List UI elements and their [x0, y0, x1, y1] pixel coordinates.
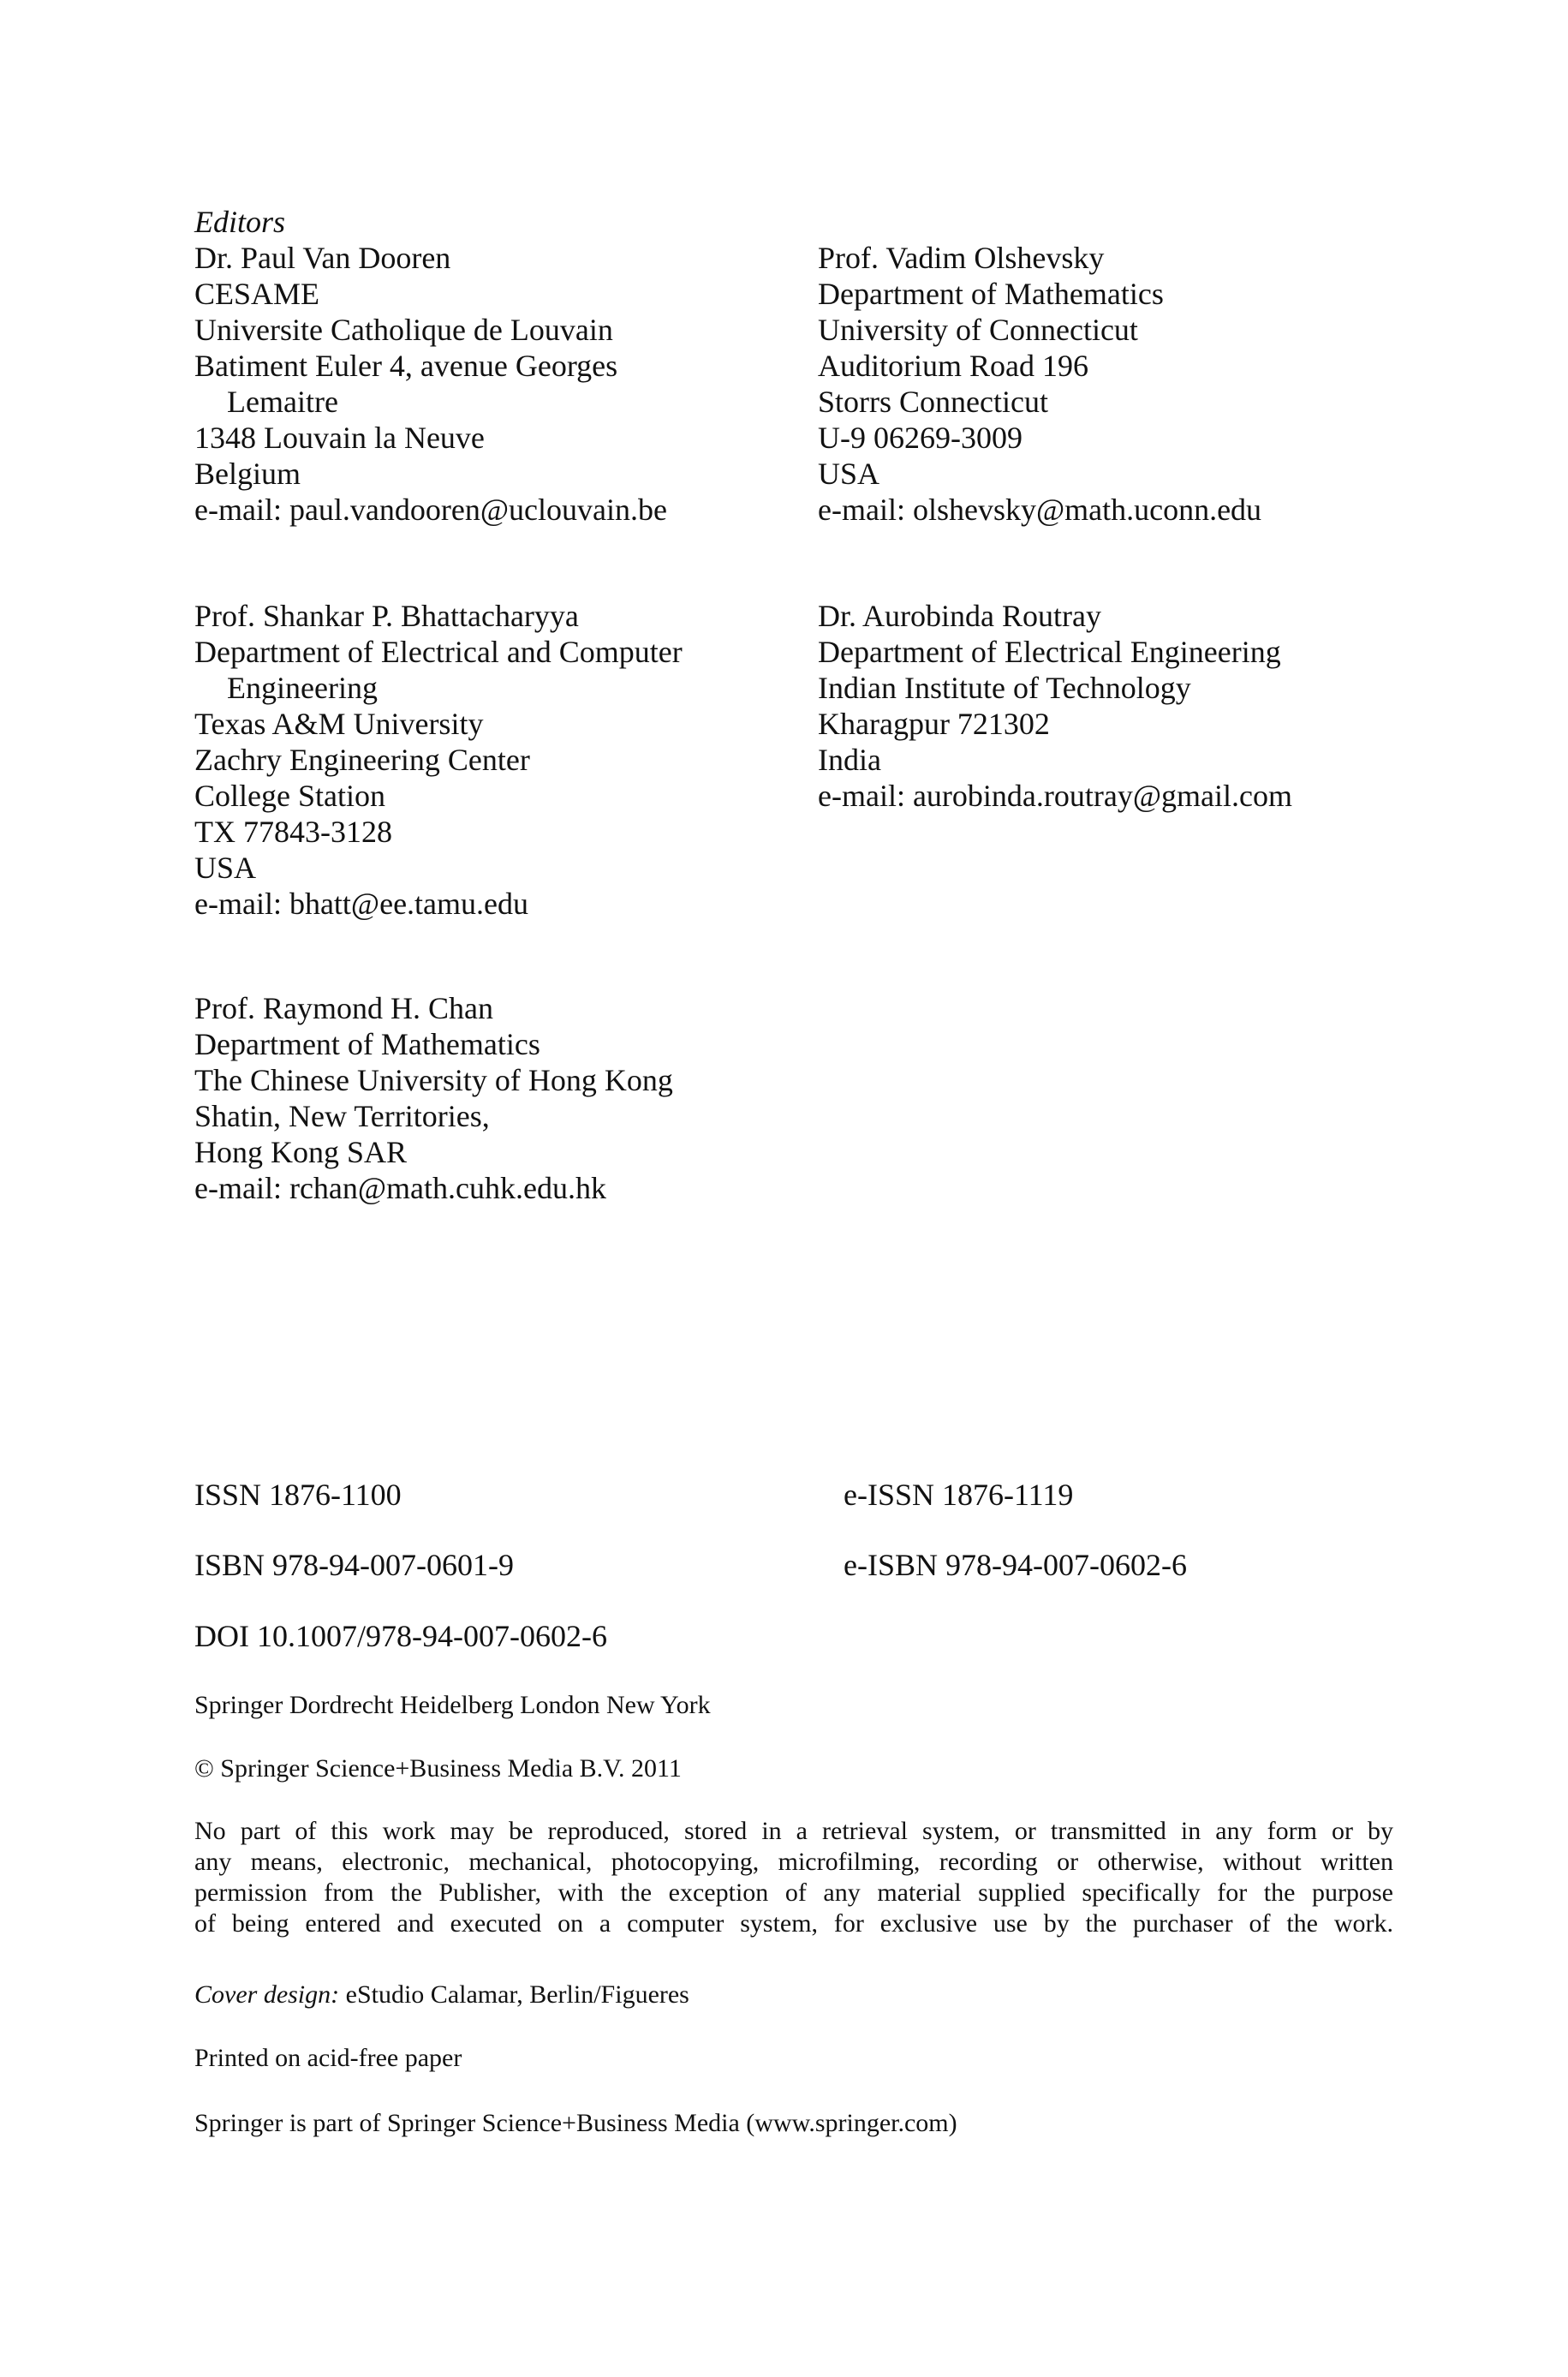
cover-design-credit	[194, 1980, 689, 2010]
address-line: Dr. Aurobinda Routray	[818, 599, 1101, 633]
address-line: e-mail: aurobinda.routray@gmail.com	[818, 779, 1292, 813]
address-line: Universite Catholique de Louvain	[194, 313, 613, 347]
rights-line: No part of this work may be reproduced, stored in a retrieval system, or transmitted in any form or by	[194, 1817, 1393, 1845]
address-line: The Chinese University of Hong Kong	[194, 1063, 673, 1097]
address-line: Kharagpur 721302	[818, 707, 1050, 741]
rights-line: of being entered and executed on a computer system, for exclusive use by the purchaser of the work.	[194, 1909, 1393, 1938]
address-line: e-mail: olshevsky@math.uconn.edu	[818, 493, 1262, 527]
rights-statement	[194, 1816, 1393, 1939]
cover-design-label: Cover design:	[194, 1980, 340, 2009]
address-line: India	[818, 743, 881, 777]
address-line: Prof. Raymond H. Chan	[194, 991, 493, 1025]
address-line: Department of Mathematics	[818, 277, 1164, 311]
cover-design-value: eStudio Calamar, Berlin/Figueres	[339, 1980, 689, 2009]
e-isbn: e-ISBN 978-94-007-0602-6	[844, 1548, 1187, 1582]
address-line: 1348 Louvain la Neuve	[194, 421, 485, 455]
address-line: University of Connecticut	[818, 313, 1138, 347]
address-line: Zachry Engineering Center	[194, 743, 530, 777]
address-line: TX 77843-3128	[194, 815, 392, 849]
address-line: Prof. Shankar P. Bhattacharyya	[194, 599, 579, 633]
address-line: Auditorium Road 196	[818, 349, 1088, 383]
e-issn: e-ISSN 1876-1119	[844, 1478, 1074, 1512]
editors-heading: Editors	[194, 205, 286, 239]
address-line: Storrs Connecticut	[818, 385, 1048, 419]
address-line: Prof. Vadim Olshevsky	[818, 241, 1105, 275]
address-line: USA	[194, 851, 257, 885]
publisher-cities: Springer Dordrecht Heidelberg London New York	[194, 1691, 711, 1719]
address-line: Hong Kong SAR	[194, 1135, 408, 1169]
issn: ISSN 1876-1100	[194, 1478, 402, 1512]
address-line: e-mail: rchan@math.cuhk.edu.hk	[194, 1171, 606, 1205]
isbn: ISBN 978-94-007-0601-9	[194, 1548, 514, 1582]
copyright-notice: © Springer Science+Business Media B.V. 2011	[194, 1754, 682, 1783]
address-line: Department of Electrical Engineering	[818, 635, 1281, 669]
editor-address-block	[194, 598, 760, 922]
address-line: e-mail: bhatt@ee.tamu.edu	[194, 887, 529, 921]
address-line: Dr. Paul Van Dooren	[194, 241, 451, 275]
editor-address-block	[818, 240, 1383, 528]
address-line: e-mail: paul.vandooren@uclouvain.be	[194, 493, 667, 527]
address-line: Department of Mathematics	[194, 1027, 540, 1061]
rights-line: permission from the Publisher, with the exception of any material supplied specifically for the purpose	[194, 1878, 1393, 1907]
address-line: Department of Electrical and Computer	[194, 635, 683, 669]
address-line: CESAME	[194, 277, 320, 311]
address-line: College Station	[194, 779, 385, 813]
address-line: Shatin, New Territories,	[194, 1099, 490, 1133]
editor-address-block	[194, 240, 760, 528]
address-line: Batiment Euler 4, avenue Georges	[194, 349, 618, 383]
springer-affiliation: Springer is part of Springer Science+Business Media (www.springer.com)	[194, 2109, 957, 2137]
address-line: USA	[818, 457, 880, 491]
doi: DOI 10.1007/978-94-007-0602-6	[194, 1619, 607, 1653]
address-line: Engineering	[227, 671, 378, 705]
address-line: Belgium	[194, 457, 301, 491]
rights-line: any means, electronic, mechanical, photocopying, microfilming, recording or otherwise, without written	[194, 1848, 1393, 1876]
paper-note: Printed on acid-free paper	[194, 2044, 462, 2072]
editor-address-block	[818, 598, 1383, 814]
address-line: Lemaitre	[227, 385, 338, 419]
address-line: Texas A&M University	[194, 707, 484, 741]
address-line: U-9 06269-3009	[818, 421, 1022, 455]
editor-address-block	[194, 990, 760, 1206]
address-line: Indian Institute of Technology	[818, 671, 1191, 705]
